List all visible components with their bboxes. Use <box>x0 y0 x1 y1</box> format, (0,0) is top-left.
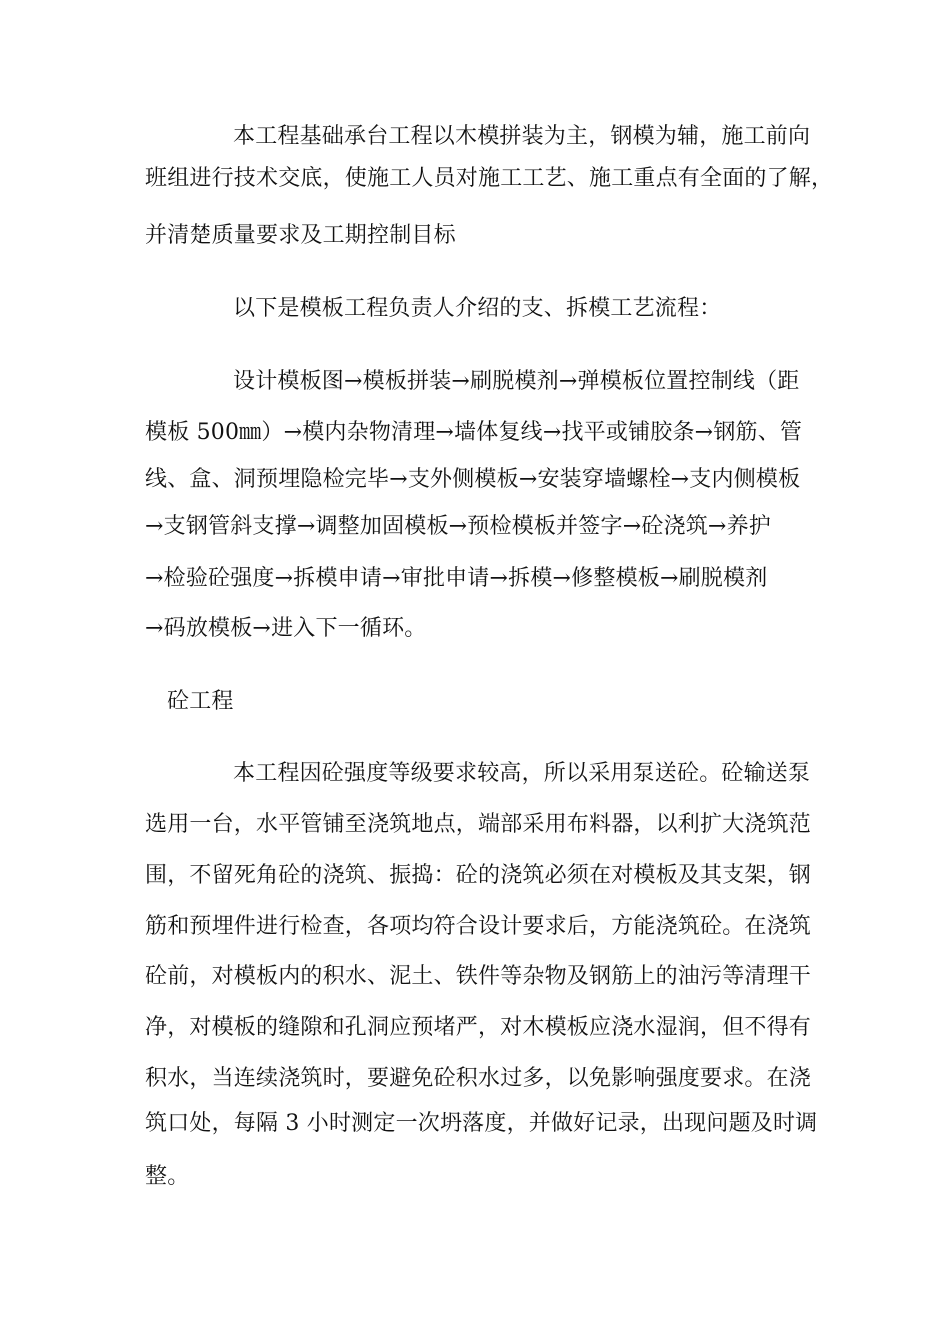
paragraph-3-line-1: 设计模板图→模板拼装→刷脱模剂→弹模板位置控制线（距 <box>233 369 800 394</box>
paragraph-5-line-5: 砼前，对模板内的积水、泥土、铁件等杂物及钢筋上的油污等清理干 <box>145 964 812 989</box>
paragraph-1-line-1: 本工程基础承台工程以木模拼装为主，钢模为辅，施工前向 <box>233 124 811 149</box>
section-heading: 砼工程 <box>167 689 234 714</box>
paragraph-5-line-2: 选用一台，水平管铺至浇筑地点，端部采用布料器，以利扩大浇筑范 <box>145 812 812 837</box>
paragraph-3-line-4: →支钢管斜支撑→调整加固模板→预检模板并签字→砼浇筑→养护 <box>145 514 771 539</box>
paragraph-3-line-2: 模板 500㎜）→模内杂物清理→墙体复线→找平或铺胶条→钢筋、管 <box>145 420 803 445</box>
paragraph-1-line-2: 班组进行技术交底，使施工人员对施工工艺、施工重点有全面的了解， <box>145 166 834 191</box>
paragraph-3-line-6: →码放模板→进入下一循环。 <box>145 616 427 641</box>
paragraph-5-line-7: 积水，当连续浇筑时，要避免砼积水过多，以免影响强度要求。在浇 <box>145 1066 812 1091</box>
paragraph-5-line-3: 围，不留死角砼的浇筑、振捣：砼的浇筑必须在对模板及其支架，钢 <box>145 863 812 888</box>
paragraph-5-line-8: 筑口处，每隔 3 小时测定一次坍落度，并做好记录，出现问题及时调 <box>145 1111 818 1136</box>
paragraph-3-line-3: 线、盒、洞预埋隐检完毕→支外侧模板→安装穿墙螺栓→支内侧模板 <box>145 467 801 492</box>
paragraph-5-line-4: 筋和预埋件进行检查，各项均符合设计要求后，方能浇筑砼。在浇筑 <box>145 914 812 939</box>
paragraph-2-line-1: 以下是模板工程负责人介绍的支、拆模工艺流程： <box>233 296 722 321</box>
paragraph-5-line-1: 本工程因砼强度等级要求较高，所以采用泵送砼。砼输送泵 <box>233 761 811 786</box>
paragraph-5-line-9: 整。 <box>145 1164 190 1189</box>
paragraph-1-line-3: 并清楚质量要求及工期控制目标 <box>145 223 456 248</box>
paragraph-3-line-5: →检验砼强度→拆模申请→审批申请→拆模→修整模板→刷脱模剂 <box>145 566 768 591</box>
paragraph-5-line-6: 净，对模板的缝隙和孔洞应预堵严，对木模板应浇水湿润，但不得有 <box>145 1015 812 1040</box>
